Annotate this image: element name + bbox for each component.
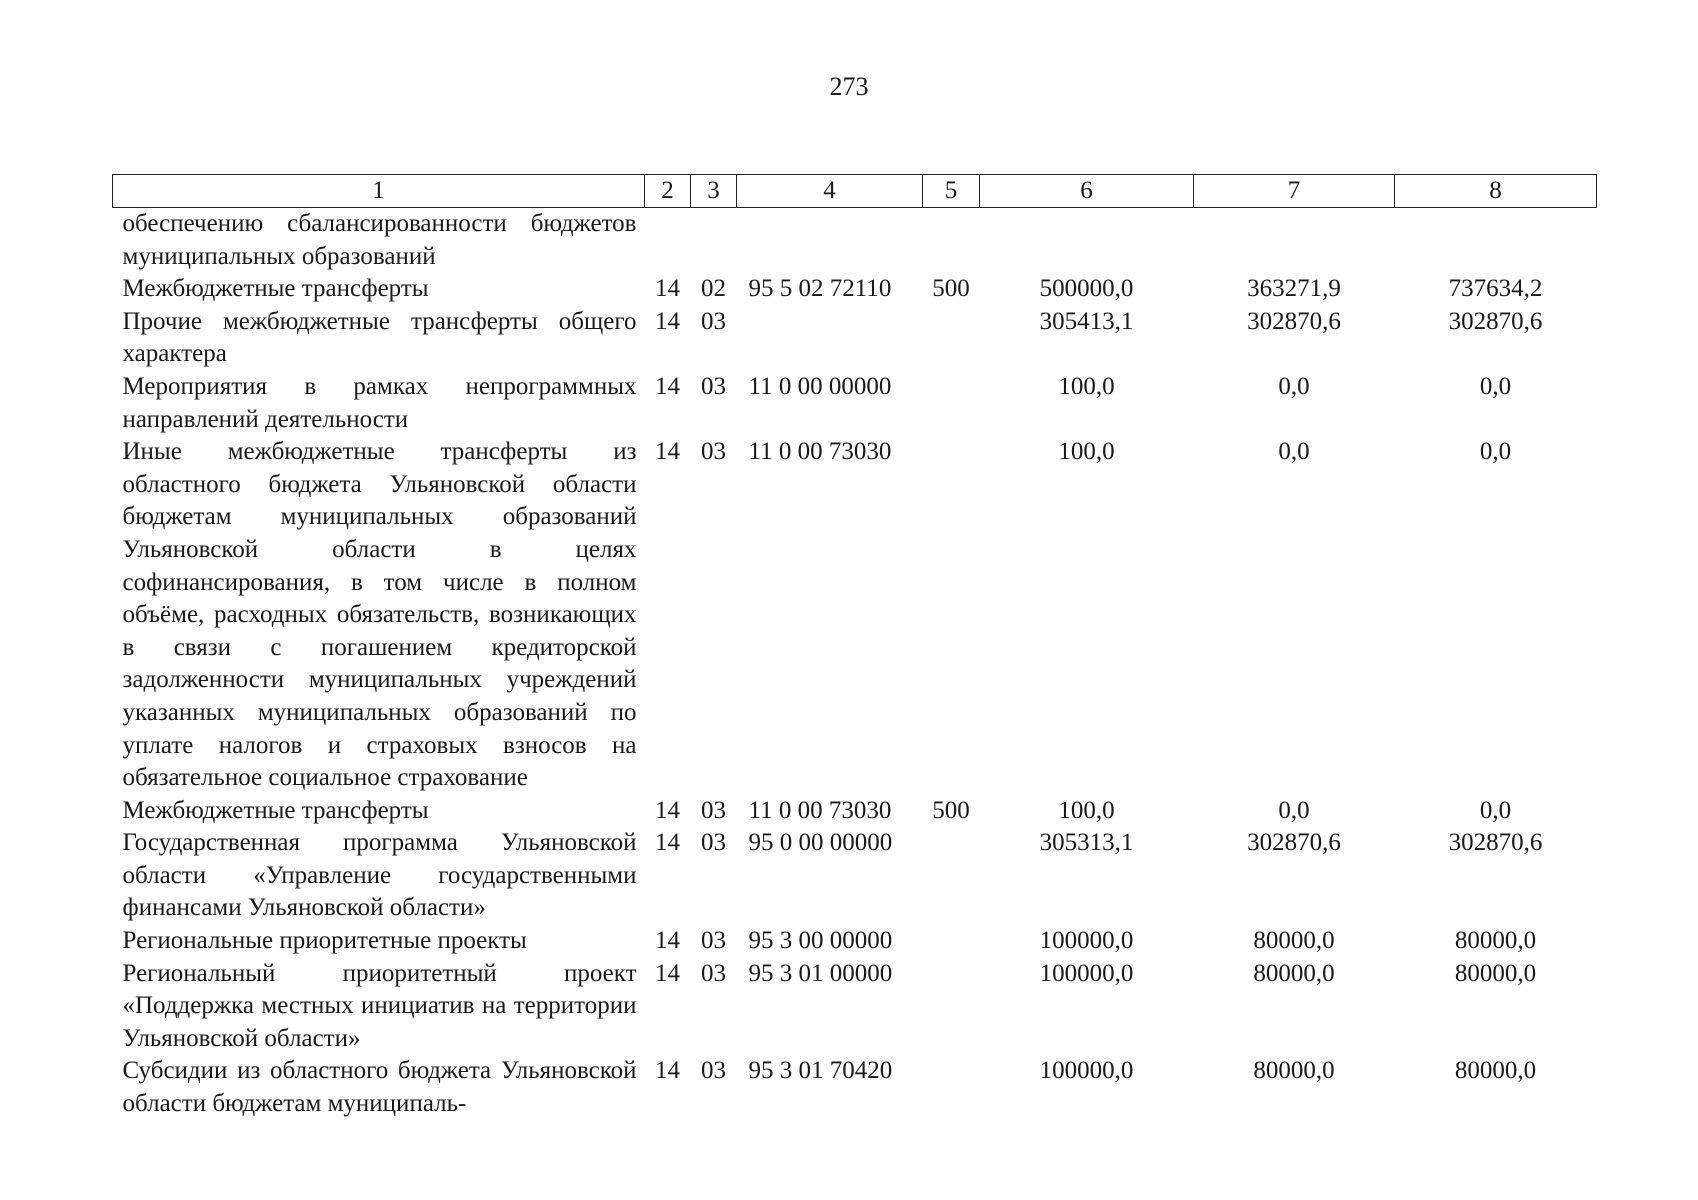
amount-col-7: 363271,9 [1247,275,1341,303]
amount-col-8: 0,0 [1479,372,1512,400]
column-header: 2 [645,175,691,208]
table-row [113,273,1597,306]
header-row [113,175,1597,208]
table-row [113,795,1597,828]
amount-col-7: 80000,0 [1253,1057,1335,1085]
amount-col-6: 500000,0 [1039,275,1134,303]
section-code: 14 [655,829,680,857]
amount-col-6 [980,208,1194,274]
amount-col-6: 100000,0 [1039,927,1134,955]
expense-type-code [923,208,980,274]
expense-type-code: 500 [932,796,970,824]
amount-col-6: 100,0 [1058,372,1115,400]
row-name: Иные межбюджетные трансферты из областного бюджета Ульяновской области бюджетам муниципальных образований Ульяновской области в целях софинансирования, в том числе в полном объёме, расходных обязательств, возникающих в связи с погашением кредиторской задолженности муниципальных учреждений указанных муниципальных образований по уплате налогов и страховых взносов на обязательное социальное страхование [122,438,637,792]
subsection-code: 03 [701,307,726,335]
amount-col-8: 302870,6 [1448,307,1543,335]
table-row [113,1055,1597,1120]
expense-type-code [923,958,980,1056]
subsection-code: 03 [701,829,726,857]
table-row [113,371,1597,436]
subsection-code: 03 [701,372,726,400]
amount-col-6: 100000,0 [1039,1057,1134,1085]
section-code: 14 [655,307,680,335]
amount-col-8: 302870,6 [1448,829,1543,857]
section-code: 14 [655,959,680,987]
column-header: 8 [1395,175,1597,208]
subsection-code: 03 [701,796,726,824]
amount-col-7: 0,0 [1278,372,1310,400]
row-name: Межбюджетные трансферты [122,796,429,824]
amount-col-7 [1194,208,1395,274]
target-code: 95 3 01 00000 [748,959,893,987]
target-code: 95 5 02 72110 [748,275,892,303]
target-code: 11 0 00 00000 [748,372,892,400]
amount-col-7: 0,0 [1278,796,1310,824]
table-row [113,436,1597,795]
table-row [113,925,1597,958]
column-header: 1 [113,175,645,208]
expense-type-code: 500 [932,275,970,303]
amount-col-8: 80000,0 [1454,927,1537,955]
row-name: Межбюджетные трансферты [122,275,429,303]
section-code: 14 [655,275,680,303]
row-name: Прочие межбюджетные трансферты общего характера [122,307,637,368]
budget-table [112,174,1597,1121]
amount-col-6: 305413,1 [1039,307,1134,335]
expense-type-code [923,827,980,925]
amount-col-7: 302870,6 [1247,307,1341,335]
amount-col-8: 80000,0 [1454,959,1537,987]
subsection-code: 02 [701,275,726,303]
amount-col-8: 0,0 [1479,438,1512,466]
row-name: обеспечению сбалансированности бюджетов муниципальных образований [122,210,637,270]
page-number: 273 [829,72,869,101]
section-code: 14 [655,372,680,400]
target-code [737,306,923,371]
table-row [113,306,1597,371]
row-name: Мероприятия в рамках непрограммных направлений деятельности [122,372,637,433]
amount-col-6: 100,0 [1058,796,1115,824]
column-header: 6 [980,175,1194,208]
expense-type-code [923,436,980,795]
expense-type-code [923,306,980,371]
row-name: Субсидии из областного бюджета Ульяновской области бюджетам муниципаль- [122,1057,637,1118]
table-row [113,827,1597,925]
target-code: 11 0 00 73030 [748,438,892,466]
section-code [645,208,691,274]
target-code: 11 0 00 73030 [748,796,892,824]
amount-col-7: 80000,0 [1253,959,1335,987]
amount-col-8: 737634,2 [1448,275,1543,303]
column-header: 3 [691,175,737,208]
column-header: 7 [1194,175,1395,208]
target-code: 95 3 01 70420 [748,1057,893,1085]
expense-type-code [923,1055,980,1120]
amount-col-8: 0,0 [1479,796,1512,824]
row-name: Региональный приоритетный проект «Поддержка местных инициатив на территории Ульяновской области» [122,959,637,1052]
target-code: 95 0 00 00000 [748,829,893,857]
amount-col-8: 80000,0 [1454,1057,1537,1085]
subsection-code: 03 [701,438,726,466]
section-code: 14 [655,796,680,824]
amount-col-8 [1395,208,1597,274]
section-code: 14 [655,927,680,955]
expense-type-code [923,925,980,958]
column-header: 5 [923,175,980,208]
subsection-code [691,208,737,274]
target-code [737,208,923,274]
table-row [113,958,1597,1056]
amount-col-6: 100000,0 [1039,959,1134,987]
section-code: 14 [655,1057,680,1085]
row-name: Региональные приоритетные проекты [122,927,527,955]
subsection-code: 03 [701,959,726,987]
section-code: 14 [655,438,680,466]
column-header: 4 [737,175,923,208]
table-row [113,208,1597,274]
amount-col-6: 305313,1 [1039,829,1134,857]
row-name: Государственная программа Ульяновской области «Управление государственными финансами Ульяновской области» [122,829,637,922]
target-code: 95 3 00 00000 [748,927,893,955]
expense-type-code [923,371,980,436]
amount-col-7: 80000,0 [1253,927,1335,955]
amount-col-7: 0,0 [1278,438,1310,466]
subsection-code: 03 [701,1057,726,1085]
subsection-code: 03 [701,927,726,955]
amount-col-7: 302870,6 [1247,829,1341,857]
amount-col-6: 100,0 [1058,438,1115,466]
